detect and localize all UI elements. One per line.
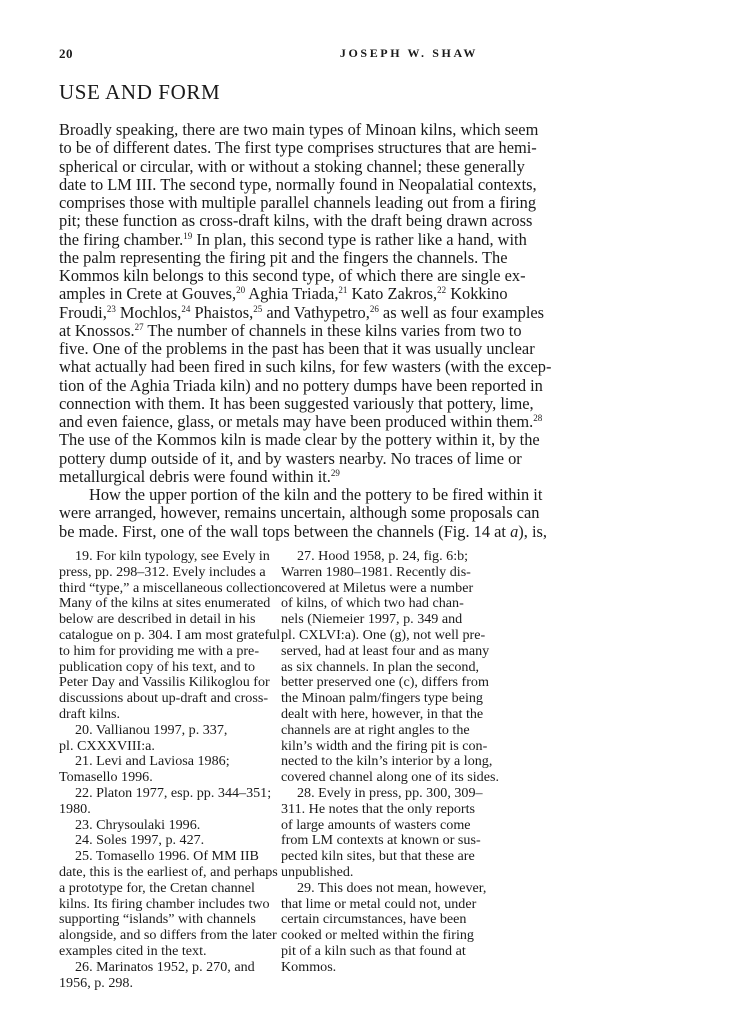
footnote-line: Kommos. (281, 958, 337, 975)
body-line: How the upper portion of the kiln and the pottery to be fired within it (89, 485, 543, 504)
body-line: date to LM III. The second type, normally found in Neopalatial contexts, (59, 174, 537, 194)
body-line: be made. First, one of the wall tops between the channels (Fig. 14 at a), is, (59, 521, 547, 541)
body-line: tion of the Aghia Triada kiln) and no pottery dumps have been reported in (59, 375, 543, 395)
footnote-line: pl. CXLVI:a). One (g), not well pre- (281, 626, 486, 643)
footnote-line: to him for providing me with a pre- (59, 642, 260, 659)
footnote-line: better preserved one (c), differs from (281, 674, 489, 691)
footnote-line: served, had at least four and as many (281, 642, 490, 659)
footnote-line: draft kilns. (59, 705, 121, 722)
footnote-line: 21. Levi and Laviosa 1986; (75, 753, 230, 770)
footnote-reference[interactable]: 28 (533, 413, 543, 423)
footnotes-right-column (281, 548, 499, 976)
footnote-line: 24. Soles 1997, p. 427. (75, 832, 205, 849)
footnote-line: pected kiln sites, but that these are (281, 848, 475, 865)
footnote-line: Many of the kilns at sites enumerated (59, 595, 271, 612)
footnote-reference[interactable]: 25 (253, 303, 263, 314)
body-line: pit; these function as cross-draft kilns, with the draft being drawn across (59, 211, 533, 231)
footnote-line: 25. Tomasello 1996. Of MM IIB (75, 848, 259, 865)
body-line: Broadly speaking, there are two main types of Minoan kilns, which seem (59, 120, 539, 139)
footnote-line: third “type,” a miscellaneous collection. (59, 579, 286, 596)
body-line: and even faience, glass, or metals may have been produced within them.$^{28}$ (59, 412, 543, 431)
body-line: comprises those with multiple parallel channels leading out from a firing (59, 193, 537, 212)
body-line: the firing chamber.$^{19}$ In plan, this second type is rather like a hand, with (59, 229, 527, 249)
body-line: metallurgical debris were found within it.$^{29}$ (59, 466, 340, 486)
footnote-line: kilns. Its firing chamber includes two (59, 895, 270, 912)
footnote-reference[interactable]: 22 (437, 285, 447, 296)
body-line: what actually had been fired in such kilns, for few wasters (with the excep- (59, 357, 552, 377)
footnote-line: Tomasello 1996. (59, 769, 153, 786)
footnote-line: of large amounts of wasters come (281, 816, 471, 833)
body-line: the palm representing the firing pit and the fingers the channels. The (59, 247, 508, 267)
footnote-line: date, this is the earliest of, and perhaps (59, 863, 278, 880)
footnote-line: certain circumstances, have been (281, 911, 467, 928)
footnote-line: publication copy of his text, and to (59, 658, 256, 675)
footnote-line: catalogue on p. 304. I am most grateful (59, 626, 281, 643)
footnote-line: pl. CXXXVIII:a. (59, 737, 155, 754)
footnote-line: kiln’s width and the firing pit is con- (281, 737, 488, 754)
footnote-reference[interactable]: 26 (369, 303, 379, 314)
running-head: JOSEPH W. SHAW (339, 46, 478, 60)
footnote-line: 29. This does not mean, however, (297, 879, 487, 896)
body-line: connection with them. It has been suggested variously that pottery, lime, (59, 393, 534, 413)
footnote-reference[interactable]: 19 (183, 230, 193, 241)
footnote-line: 1980. (59, 800, 91, 817)
footnote-line: unpublished. (281, 863, 354, 880)
footnote-line: Warren 1980–1981. Recently dis- (281, 563, 471, 580)
footnote-reference[interactable]: 29 (330, 467, 340, 478)
footnote-line: that lime or metal could not, under (281, 895, 477, 912)
body-line: were arranged, however, remains uncertain, although some proposals can (59, 503, 540, 523)
body-line: amples in Crete at Gouves,$^{20}$ Aghia Triada,$^{21}$ Kato Zakros,$^{22}$ Kokkino (59, 284, 508, 304)
footnote-line: dealt with here, however, in that the (281, 705, 484, 722)
body-line: five. One of the problems in the past has been that it was usually unclear (59, 339, 535, 358)
body-line: Froudi,$^{23}$ Mochlos,$^{24}$ Phaistos,$^{25}$ and Vathypetro,$^{26}$ as well as four examples (59, 302, 545, 322)
footnote-line: 19. For kiln typology, see Evely in (75, 548, 270, 564)
body-line: pottery dump outside of it, and by wasters nearby. No traces of lime or (59, 448, 522, 468)
footnote-line: a prototype for, the Cretan channel (59, 879, 255, 896)
footnote-reference[interactable]: 24 (181, 303, 191, 314)
footnote-line: cooked or melted within the firing (281, 927, 474, 944)
footnote-line: 28. Evely in press, pp. 300, 309– (297, 784, 483, 801)
footnote-line: covered channel along one of its sides. (281, 769, 499, 786)
footnote-line: 20. Vallianou 1997, p. 337, (75, 721, 228, 738)
footnote-line: channels are at right angles to the (281, 721, 470, 738)
footnote-line: covered at Miletus were a number (281, 579, 474, 596)
footnote-line: 311. He notes that the only reports (281, 800, 476, 817)
body-line: Kommos kiln belongs to this second type, of which there are single ex- (59, 266, 526, 285)
footnote-line: 27. Hood 1958, p. 24, fig. 6:b; (297, 548, 469, 564)
page-number: 20 (59, 46, 73, 61)
footnote-reference[interactable]: 21 (338, 285, 348, 296)
footnote-line: 23. Chrysoulaki 1996. (75, 816, 201, 833)
footnote-line: supporting “islands” with channels (59, 911, 256, 928)
footnote-line: examples cited in the text. (59, 942, 207, 959)
footnote-line: pit of a kiln such as that found at (281, 942, 466, 959)
footnote-line: 22. Platon 1977, esp. pp. 344–351; (75, 784, 272, 801)
footnote-line: as six channels. In plan the second, (281, 658, 480, 675)
footnote-line: 1956, p. 298. (59, 974, 133, 991)
footnote-reference[interactable]: 23 (106, 303, 116, 314)
footnotes-left-column (59, 548, 286, 991)
footnote-line: discussions about up-draft and cross- (59, 690, 269, 707)
footnote-line: 26. Marinatos 1952, p. 270, and (75, 958, 255, 975)
footnote-line: Peter Day and Vassilis Kilikoglou for (59, 674, 270, 691)
body-line: to be of different dates. The first type comprises structures that are hemi- (59, 138, 537, 158)
body-text (59, 120, 552, 541)
footnote-line: the Minoan palm/fingers type being (281, 690, 483, 707)
footnote-line: below are described in detail in his (59, 611, 256, 628)
footnote-line: alongside, and so differs from the later (59, 927, 277, 944)
footnote-line: from LM contexts at known or sus- (281, 832, 481, 849)
body-line: spherical or circular, with or without a stoking channel; these generally (59, 156, 525, 176)
italic-text: a (510, 521, 519, 541)
footnote-line: nels (Niemeier 1997, p. 349 and (281, 611, 463, 628)
section-title: USE AND FORM (59, 80, 221, 104)
body-line: at Knossos.$^{27}$ The number of channels in these kilns varies from two to (59, 320, 522, 340)
footnote-line: of kilns, of which two had chan- (281, 595, 464, 612)
footnote-line: nected to the kiln’s interior by a long, (281, 753, 493, 770)
footnote-reference[interactable]: 20 (236, 285, 246, 296)
footnote-reference[interactable]: 27 (134, 321, 144, 332)
footnote-line: press, pp. 298–312. Evely includes a (59, 563, 266, 580)
body-line: The use of the Kommos kiln is made clear by the pottery within it, by the (59, 430, 540, 450)
